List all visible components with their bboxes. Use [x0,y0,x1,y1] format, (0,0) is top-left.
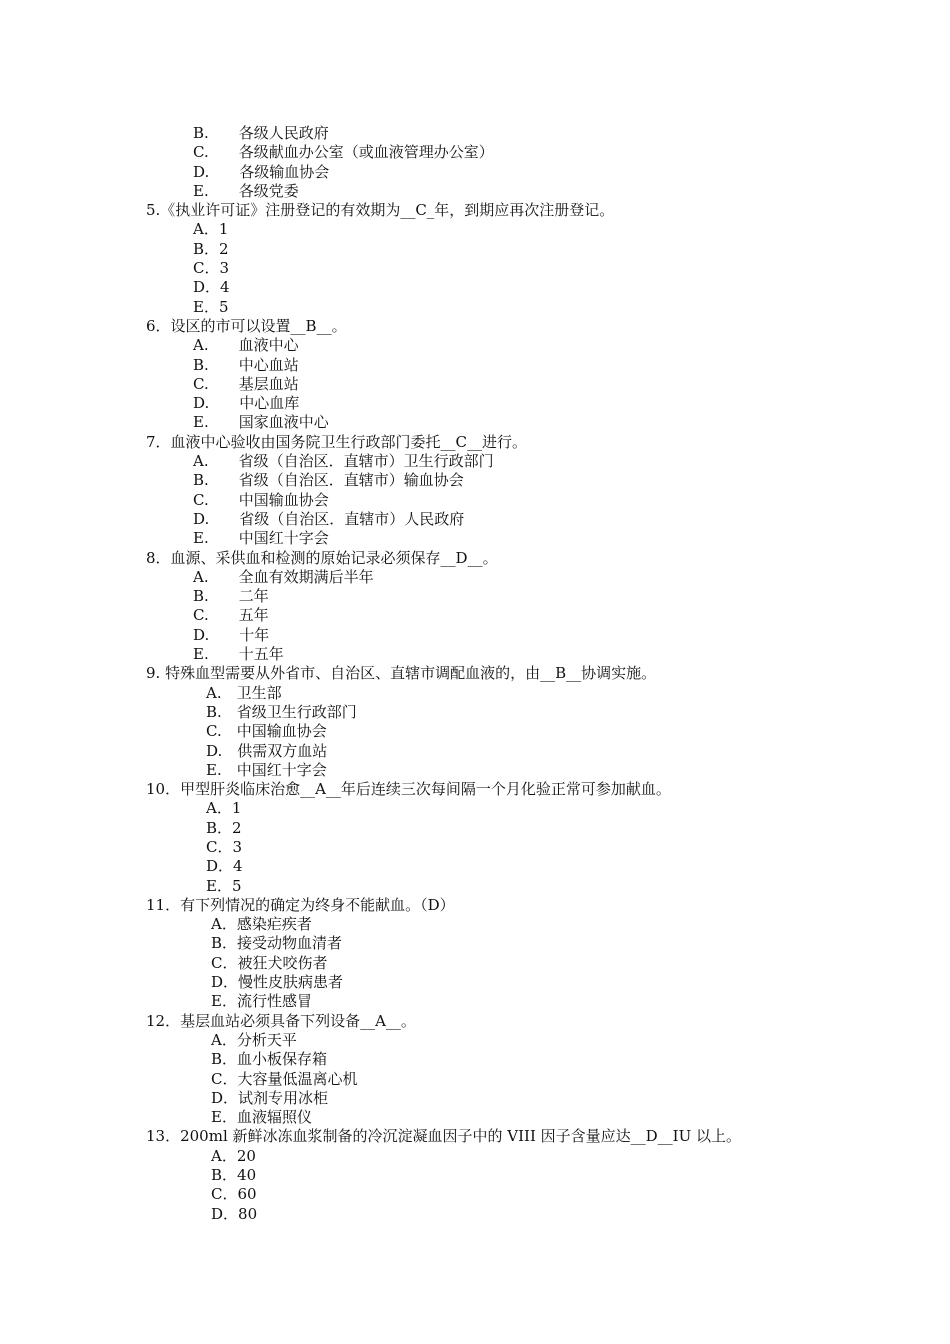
answer-option: D．试剂专用冰柜 [211,1088,329,1107]
answer-option: B．血小板保存箱 [211,1050,328,1069]
answer-option: A．1 [206,799,242,818]
answer-option: D．慢性皮肤病患者 [211,973,344,992]
answer-option: E．流行性感冒 [211,992,312,1011]
answer-option: E. 国家血液中心 [193,413,329,432]
answer-option: C．大容量低温离心机 [211,1069,358,1088]
answer-option: A. 全血有效期满后半年 [193,567,374,586]
question-stem: 10．甲型肝炎临床治愈__A__年后连续三次每间隔一个月化验正常可参加献血。 [146,780,671,799]
answer-option: D．4 [206,857,243,876]
answer-option: C．60 [211,1185,257,1204]
answer-option: C. 基层血站 [193,374,299,393]
answer-option: E. 中国红十字会 [206,760,327,779]
answer-option: B．40 [211,1166,257,1185]
answer-option: B．接受动物血清者 [211,934,343,953]
answer-option: B．2 [206,818,242,837]
answer-option: D. 各级输血协会 [193,162,330,181]
answer-option: D. 省级（自治区．直辖市）人民政府 [193,509,465,528]
question-stem: 12．基层血站必须具备下列设备__A__。 [146,1011,416,1030]
answer-option: E. 中国红十字会 [193,529,329,548]
answer-option: E．血液辐照仪 [211,1108,312,1127]
answer-option: A. 省级（自治区．直辖市）卫生行政部门 [193,452,494,471]
answer-option: C．3 [206,837,243,856]
question-stem: 8．血源、采供血和检测的原始记录必须保存__D__。 [146,548,498,567]
answer-option: C．被狂犬咬伤者 [211,953,328,972]
answer-option: C. 中国输血协会 [206,722,327,741]
answer-option: A．20 [211,1146,256,1165]
answer-option: D．80 [211,1204,258,1223]
answer-option: D. 中心血库 [193,394,300,413]
question-stem: 7．血液中心验收由国务院卫生行政部门委托__C__进行。 [146,432,528,451]
answer-option: C．3 [193,259,230,278]
answer-option: A．1 [193,220,229,239]
document-body [0,124,950,1224]
answer-option: B．2 [193,239,229,258]
answer-option: E. 十五年 [193,645,284,664]
answer-option: A．分析天平 [211,1030,297,1049]
answer-option: D. 十年 [193,625,270,644]
question-stem: 6．设区的市可以设置__B__。 [146,316,347,335]
question-stem: 9. 特殊血型需要从外省市、自治区、直辖市调配血液的，由__B__协调实施。 [146,664,657,683]
answer-option: E．5 [193,297,229,316]
answer-option: A. 血液中心 [193,336,299,355]
answer-option: E．5 [206,876,242,895]
answer-option: B. 各级人民政府 [193,124,329,142]
answer-option: B. 省级（自治区．直辖市）输血协会 [193,471,464,490]
answer-option: B. 二年 [193,587,269,606]
question-stem: 13．200ml 新鲜冰冻血浆制备的冷沉淀凝血因子中的 VIII 因子含量应达__D__IU 以上。 [146,1127,742,1146]
question-stem: 11．有下列情况的确定为终身不能献血。（D） [146,895,455,914]
answer-option: E. 各级党委 [193,181,299,200]
answer-option: A. 卫生部 [206,683,282,702]
answer-option: D．4 [193,278,230,297]
answer-option: C. 各级献血办公室（或血液管理办公室） [193,143,494,162]
answer-option: B. 中心血站 [193,355,299,374]
answer-option: A．感染疟疾者 [211,915,312,934]
answer-option: D. 供需双方血站 [206,741,328,760]
answer-option: C. 五年 [193,606,269,625]
answer-option: B. 省级卫生行政部门 [206,702,357,721]
answer-option: C. 中国输血协会 [193,490,329,509]
question-stem: 5.《执业许可证》注册登记的有效期为__C_年，到期应再次注册登记。 [146,201,615,220]
